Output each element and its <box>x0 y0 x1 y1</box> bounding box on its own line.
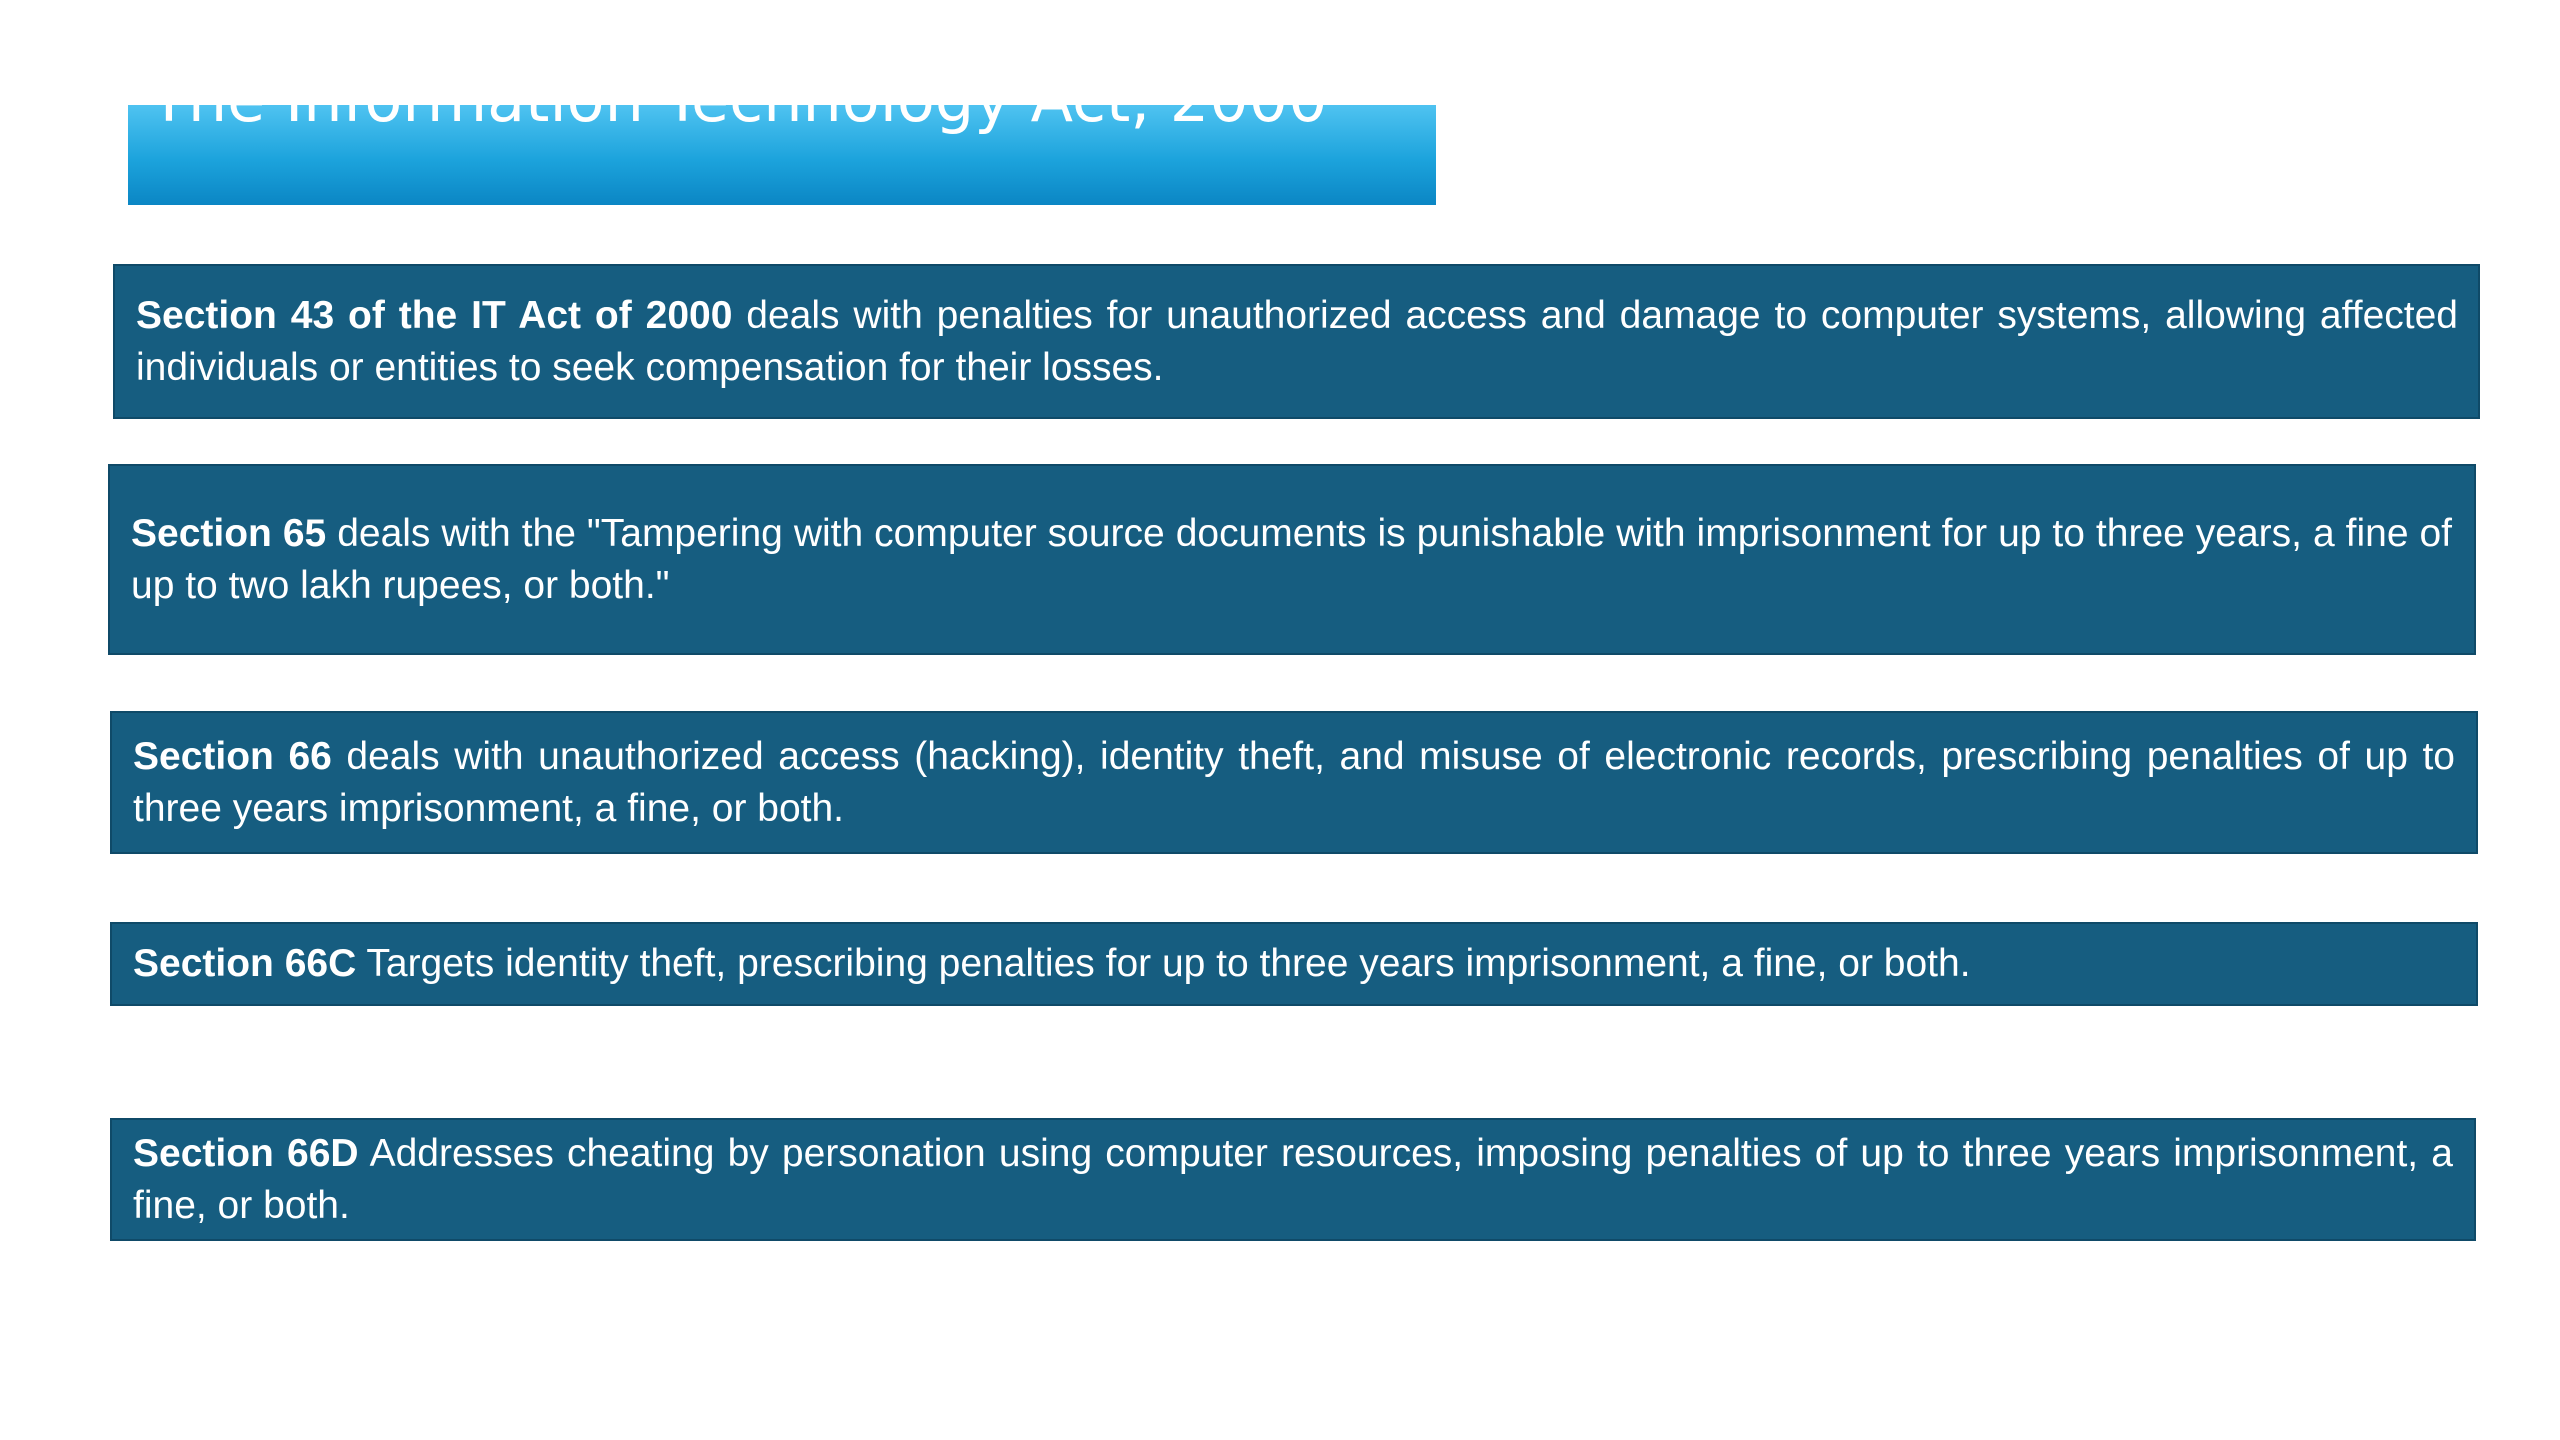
section-66-box <box>110 711 2478 854</box>
section-43-body: deals with penalties for unauthorized access and damage to computer systems, allowing affected individuals or entities to seek compensation for their losses. <box>136 293 2458 389</box>
section-66d-box <box>110 1118 2476 1241</box>
section-43-text <box>136 290 2458 394</box>
section-43-heading: Section 43 of the IT Act of 2000 <box>136 293 733 337</box>
section-66-body: deals with unauthorized access (hacking), identity theft, and misuse of electronic records, prescribing penalties of up to three years imprisonment, a fine, or both. <box>133 734 2455 830</box>
section-66d-heading: Section 66D <box>133 1131 359 1175</box>
section-66d-body: Addresses cheating by personation using computer resources, imposing penalties of up to three years imprisonment, a fine, or both. <box>133 1131 2453 1227</box>
section-66d-text <box>133 1128 2453 1232</box>
section-66c-heading: Section 66C <box>133 942 357 985</box>
section-65-text <box>131 508 2452 612</box>
section-66-text <box>133 731 2455 835</box>
section-66-heading: Section 66 <box>133 734 332 778</box>
section-65-body: deals with the "Tampering with computer source documents is punishable with imprisonment for up to three years, a fine of up to two lakh rupees, or both." <box>131 511 2453 607</box>
section-66c-box <box>110 922 2478 1006</box>
section-43-box <box>113 264 2480 419</box>
section-66c-text <box>133 938 2455 990</box>
section-65-box <box>108 464 2476 655</box>
slide-title: The Information Technology Act, 2000 <box>150 63 1328 136</box>
title-bar <box>128 63 1436 205</box>
section-66c-body: Targets identity theft, prescribing penalties for up to three years imprisonment, a fine, or both. <box>356 942 1971 985</box>
section-65-heading: Section 65 <box>131 511 327 555</box>
